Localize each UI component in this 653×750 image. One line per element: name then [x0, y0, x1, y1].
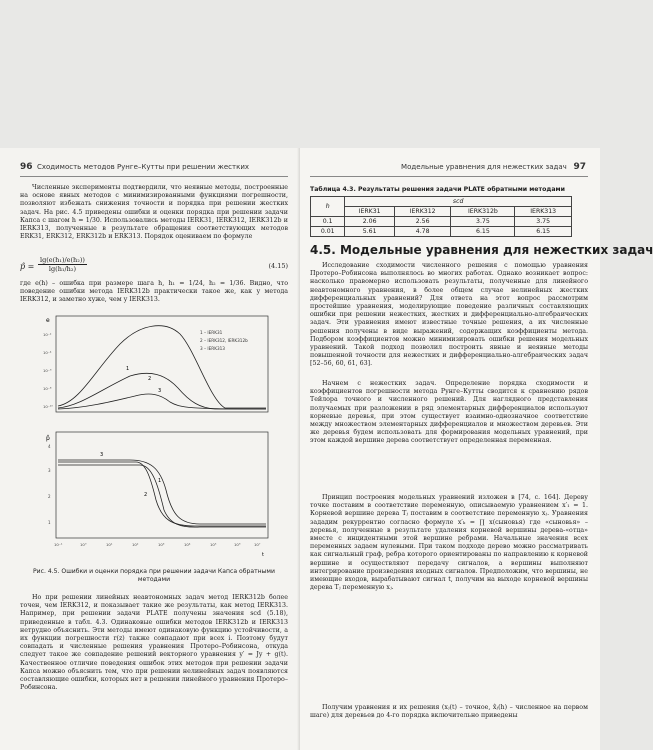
- table-cell: 6.15: [515, 227, 572, 237]
- table-title: Таблица 4.3. Результаты решения задачи PLATE обратными методами: [310, 186, 565, 193]
- top-curve-label: 2: [148, 376, 152, 382]
- legend-entry: 3 – IERK313: [200, 346, 225, 351]
- table-row: [311, 227, 572, 237]
- formula-fraction: [38, 256, 87, 273]
- table-cell: 5.61: [345, 227, 394, 237]
- xlabel: t: [262, 552, 264, 558]
- top-ytick: 10⁻²: [43, 332, 52, 337]
- left-paragraph-2: где e(h) – ошибка при размере шага h, h₁ = 1/24, h₂ = 1/36. Видно, что поведение ошибки метода IERK312b практически такое же, как у метода IERK312, и заметно хуже, чем у IERK313.: [20, 280, 288, 304]
- top-curve-label: 1: [126, 366, 130, 372]
- table-cell: 2.06: [345, 217, 394, 227]
- legend-entry: 1 – IERK31: [200, 330, 223, 335]
- right-running-head: [401, 162, 586, 172]
- formula-number: (4.15): [268, 262, 288, 270]
- right-paragraph-2: Начнем с нежестких задач. Определение порядка сходимости и коэффициентов погрешности метода Рунге–Кутты сводится к сравнению рядов Тейлора точного и численного решений. Для наглядного представления получаемых при разложении в ряд элементарных дифференциалов используют корневые деревья, при этом существует взаимно-однозначное соответствие между множеством элементарных дифференциалов и множеством деревьев. Эти же деревья будем использовать для формирования модельных уравнений, при этом каждой вершине дерева соответствует определенная переменная.: [310, 380, 588, 445]
- table-cell: 3.75: [515, 217, 572, 227]
- table-column-header: IERK31: [345, 207, 394, 217]
- xtick: 10⁷: [254, 542, 261, 547]
- top-ylabel: e: [46, 317, 50, 324]
- left-running-head: [20, 162, 249, 172]
- left-page-number: 96: [20, 162, 33, 172]
- left-page: [0, 148, 300, 750]
- table-cell: 2.56: [394, 217, 451, 227]
- right-paragraph-3: Принцип построения модельных уравнений изложен в [74, с. 164]. Дереву точке поставим в соответствие переменную, описываемую уравнением x′₁ = 1. Корневой вершине дерева Tⱼ поставим в соответствие переменную xⱼ. Уравнения зададим рекуррентно согласно формуле x′ₖ = ∏ x(сыновья) где «сыновья» – деревья, полученные в результате удаления корневой вершины дерева-«отца» вместе с инцидентными этой вершине ребрами. Начальные значения всех переменных задаем нулевыми. При таком подходе дерево можно рассматривать как сигнальный граф, ребра которого ориентированы по направлению к корневой вершине и осуществляют передачу сигналов, а вершины выполняют интегрирование произведения входных сигналов. Предположим, что вершины, не имеющие входов, вырабатывают сигнал t, получим на выходе корневой вершины дерева Tⱼ переменную xⱼ.: [310, 494, 588, 592]
- xtick: 10³: [158, 542, 165, 547]
- bottom-curve-label: 3: [100, 452, 104, 458]
- table-cell-h: 0.01: [311, 227, 345, 237]
- table-header-row: [311, 197, 572, 207]
- xtick: 10¹: [106, 542, 113, 547]
- right-paragraph-1: Исследование сходимости численного решения с помощью уравнения Протеро–Робинсона выполнялось во многих работах. Однако возникает вопрос: насколько правомерно использовать результаты, полученные для линейного неавтономного уравнения, в более общем случае нелинейных жестких дифференциальных уравнений? Для ответа на этот вопрос рассмотрим простейшие уравнения, моделирующие поведение различных составляющих ошибки при решении нежестких, жестких и дифференциально-алгебраических задач. Эти уравнения имеют известные точные решения, а их численные решения получены в виде выражений, содержащих коэффициенты метода. Подбором коэффициентов можно минимизировать ошибки решения модельных уравнений. Такой подход позволил построить явные и неявные методы повышенной точности для нежестких и дифференциально-алгебраических задач [52–56, 60, 61, 63].: [310, 262, 588, 368]
- top-ytick: 10⁻¹⁰: [43, 404, 53, 409]
- bottom-curve-label: 1: [158, 478, 162, 484]
- xtick: 10⁰: [80, 542, 87, 547]
- bottom-curve-label: 2: [144, 492, 148, 498]
- xtick: 10⁴: [184, 542, 191, 547]
- right-paragraph-4: Получим уравнения и их решения (xⱼ(t) – точное, x̂ⱼ(h) – численное на первом шаге) для деревьев до 4-го порядка включительно приведены: [310, 704, 588, 720]
- right-page: [300, 148, 653, 750]
- table-row: [311, 217, 572, 227]
- bottom-ytick: 1: [48, 520, 51, 525]
- bottom-yticks: [48, 444, 51, 525]
- table-h-header: h: [311, 197, 345, 217]
- xtick: 10²: [132, 542, 139, 547]
- table-group-header: scd: [345, 197, 572, 207]
- top-ytick: 10⁻⁸: [43, 386, 52, 391]
- table-column-header: IERK313: [515, 207, 572, 217]
- right-header-rule: [310, 176, 588, 177]
- top-curve-2: [58, 373, 266, 409]
- xtick: 10⁵: [210, 542, 217, 547]
- bottom-ytick: 2: [48, 494, 51, 499]
- left-paragraph-3: Но при решении линейных неавтономных задач метод IERK312b более точен, чем IERK312, и показывает такие же результаты, как метод IERK313. Например, при решении задачи PLATE получены значения scd (5.18), приведенные в табл. 4.3. Одинаковые ошибки методов IERK312b и IERK313 нетрудно объяснить. Эти методы имеют одинаковую функцию устойчивости, а их функции погрешности r(z) также совпадают при всех i. Поэтому будут совпадать и численные решения уравнения Протеро–Робинсона, откуда следует такое же совпадение решений векторного уравнения y′ = Jy + g(t). Качественное отличие поведения ошибок этих методов при решении задачи Капса можно объяснить тем, что при решении нелинейных задач появляются составляющие ошибки, которых нет в решении линейного уравнения Протеро–Робинсона.: [20, 594, 288, 692]
- bottom-ylabel: p̂: [46, 435, 50, 442]
- top-ytick: 10⁻⁴: [43, 350, 52, 355]
- table-cell-h: 0.1: [311, 217, 345, 227]
- results-table: [310, 196, 572, 237]
- bottom-panel-frame: [56, 432, 268, 538]
- table-cell: 3.75: [451, 217, 515, 227]
- top-curve-label: 3: [158, 388, 162, 394]
- bottom-curve-3: [58, 465, 266, 527]
- table-cell: 4.78: [394, 227, 451, 237]
- left-paragraph-1: Численные эксперименты подтвердили, что неявные методы, построенные на основе явных методов с минимизированными функциями погрешности, позволяют избежать снижения точности и порядка при решении жестких задач. На рис. 4.5 приведены ошибки и оценки порядка при решении задачи Капса с шагом h = 1/30. Использовались методы IERK31, IERK312, IERK312b и IERK313, полученные в результате обращения соответствующих методов ERK31, ERK312, ERK312b и ERK313. Порядок оцениваем по формуле: [20, 184, 288, 241]
- figure-plot: [40, 310, 272, 560]
- figure-caption: Рис. 4.5. Ошибки и оценки порядка при решении задачи Капса обратными методами: [32, 568, 275, 583]
- table-column-header: IERK312: [394, 207, 451, 217]
- top-panel-frame: [56, 316, 268, 412]
- bottom-curve-1: [58, 460, 266, 524]
- table-columns-row: [311, 207, 572, 217]
- table-column-header: IERK312b: [451, 207, 515, 217]
- xtick: 10⁶: [234, 542, 241, 547]
- formula-denominator: lg(h₁/h₂): [48, 265, 77, 273]
- xtick: 10⁻¹: [54, 542, 63, 547]
- left-header-rule: [20, 176, 288, 177]
- formula-lhs: p̂ =: [20, 262, 35, 271]
- figure-4-5: [40, 310, 272, 560]
- formula-numerator: lg(e(h₁)/e(h₂)): [40, 256, 85, 264]
- left-running-head-text: Сходимость методов Рунге–Кутты при решении жестких: [36, 163, 250, 171]
- formula-4-15: [20, 256, 288, 278]
- figure-legend: [200, 330, 248, 351]
- top-curve-3: [58, 394, 266, 409]
- top-ytick: 10⁻⁶: [43, 368, 52, 373]
- bottom-ytick: 3: [48, 468, 51, 473]
- top-yticks: [43, 332, 53, 409]
- table-cell: 6.15: [451, 227, 515, 237]
- right-page-number: 97: [573, 162, 586, 172]
- xticks: [54, 542, 261, 547]
- book-spread: [0, 148, 653, 750]
- legend-entry: 2 – IERK312, IERK312b: [200, 338, 248, 343]
- bottom-ytick: 4: [48, 444, 51, 449]
- right-running-head-text: Модельные уравнения для нежестких задач: [401, 163, 567, 171]
- section-title: 4.5. Модельные уравнения для нежестких задач: [310, 243, 653, 257]
- bottom-curve-2: [58, 462, 266, 526]
